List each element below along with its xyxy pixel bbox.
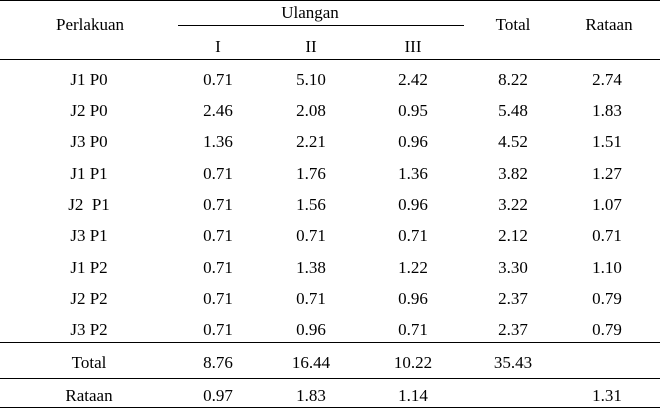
cell-total: 2.37 xyxy=(498,289,528,308)
cell-rataan: 0.79 xyxy=(592,289,622,308)
cell-total: 8.22 xyxy=(498,70,528,89)
cell-ii: 0.71 xyxy=(296,289,326,308)
cell-rataan: 1.10 xyxy=(592,258,622,277)
cell-total: 3.82 xyxy=(498,164,528,183)
cell-iii: 0.71 xyxy=(398,320,428,339)
ulangan-rule xyxy=(178,25,464,26)
total-row-ii: 16.44 xyxy=(291,353,331,372)
rataan-row-ii: 1.83 xyxy=(296,386,326,405)
header-ulangan: Ulangan xyxy=(281,3,339,22)
row-label: J2 P0 xyxy=(70,101,108,120)
cell-iii: 2.42 xyxy=(398,70,428,89)
cell-total: 5.48 xyxy=(498,101,528,120)
cell-ii: 1.76 xyxy=(296,164,326,183)
cell-iii: 0.96 xyxy=(398,289,428,308)
cell-iii: 0.96 xyxy=(398,132,428,151)
header-perlakuan: Perlakuan xyxy=(56,15,124,34)
header-sub-i: I xyxy=(215,37,221,56)
header-rataan: Rataan xyxy=(585,15,633,34)
cell-i: 0.71 xyxy=(203,320,233,339)
cell-rataan: 1.27 xyxy=(592,164,622,183)
total-row-total: 35.43 xyxy=(493,353,533,372)
cell-i: 2.46 xyxy=(203,101,233,120)
cell-ii: 5.10 xyxy=(296,70,326,89)
cell-iii: 0.96 xyxy=(398,195,428,214)
cell-iii: 0.95 xyxy=(398,101,428,120)
cell-ii: 0.96 xyxy=(296,320,326,339)
cell-i: 0.71 xyxy=(203,258,233,277)
cell-rataan: 1.07 xyxy=(592,195,622,214)
row-label: J2 P1 xyxy=(68,195,110,214)
header-sub-ii: II xyxy=(305,37,317,56)
cell-iii: 1.22 xyxy=(398,258,428,277)
cell-rataan: 0.71 xyxy=(592,226,622,245)
cell-total: 3.22 xyxy=(498,195,528,214)
header-sub-iii: III xyxy=(404,37,422,56)
row-label: J3 P1 xyxy=(70,226,108,245)
cell-rataan: 1.51 xyxy=(592,132,622,151)
cell-ii: 1.56 xyxy=(296,195,326,214)
cell-rataan: 2.74 xyxy=(592,70,622,89)
table-top-rule xyxy=(0,0,660,1)
cell-iii: 1.36 xyxy=(398,164,428,183)
total-row-label: Total xyxy=(71,353,107,372)
rataan-row-i: 0.97 xyxy=(203,386,233,405)
cell-i: 0.71 xyxy=(203,195,233,214)
cell-total: 2.37 xyxy=(498,320,528,339)
cell-i: 0.71 xyxy=(203,70,233,89)
row-label: J3 P2 xyxy=(70,320,108,339)
cell-ii: 1.38 xyxy=(296,258,326,277)
row-label: J1 P2 xyxy=(70,258,108,277)
cell-i: 1.36 xyxy=(203,132,233,151)
rataan-row-rataan: 1.31 xyxy=(592,386,622,405)
cell-rataan: 1.83 xyxy=(592,101,622,120)
body-bottom-rule xyxy=(0,342,660,343)
cell-iii: 0.71 xyxy=(398,226,428,245)
row-label: J1 P1 xyxy=(70,164,108,183)
total-row-i: 8.76 xyxy=(203,353,233,372)
cell-total: 3.30 xyxy=(498,258,528,277)
cell-i: 0.71 xyxy=(203,226,233,245)
cell-i: 0.71 xyxy=(203,289,233,308)
cell-ii: 2.08 xyxy=(296,101,326,120)
header-total: Total xyxy=(495,15,531,34)
table-bottom-rule xyxy=(0,407,660,408)
cell-total: 4.52 xyxy=(498,132,528,151)
cell-ii: 0.71 xyxy=(296,226,326,245)
cell-rataan: 0.79 xyxy=(592,320,622,339)
cell-i: 0.71 xyxy=(203,164,233,183)
rataan-row-label: Rataan xyxy=(65,386,113,405)
header-bottom-rule xyxy=(0,59,660,60)
row-label: J3 P0 xyxy=(70,132,108,151)
row-label: J1 P0 xyxy=(70,70,108,89)
cell-ii: 2.21 xyxy=(296,132,326,151)
total-row-iii: 10.22 xyxy=(393,353,433,372)
cell-total: 2.12 xyxy=(498,226,528,245)
total-bottom-rule xyxy=(0,378,660,379)
rataan-row-iii: 1.14 xyxy=(398,386,428,405)
row-label: J2 P2 xyxy=(70,289,108,308)
